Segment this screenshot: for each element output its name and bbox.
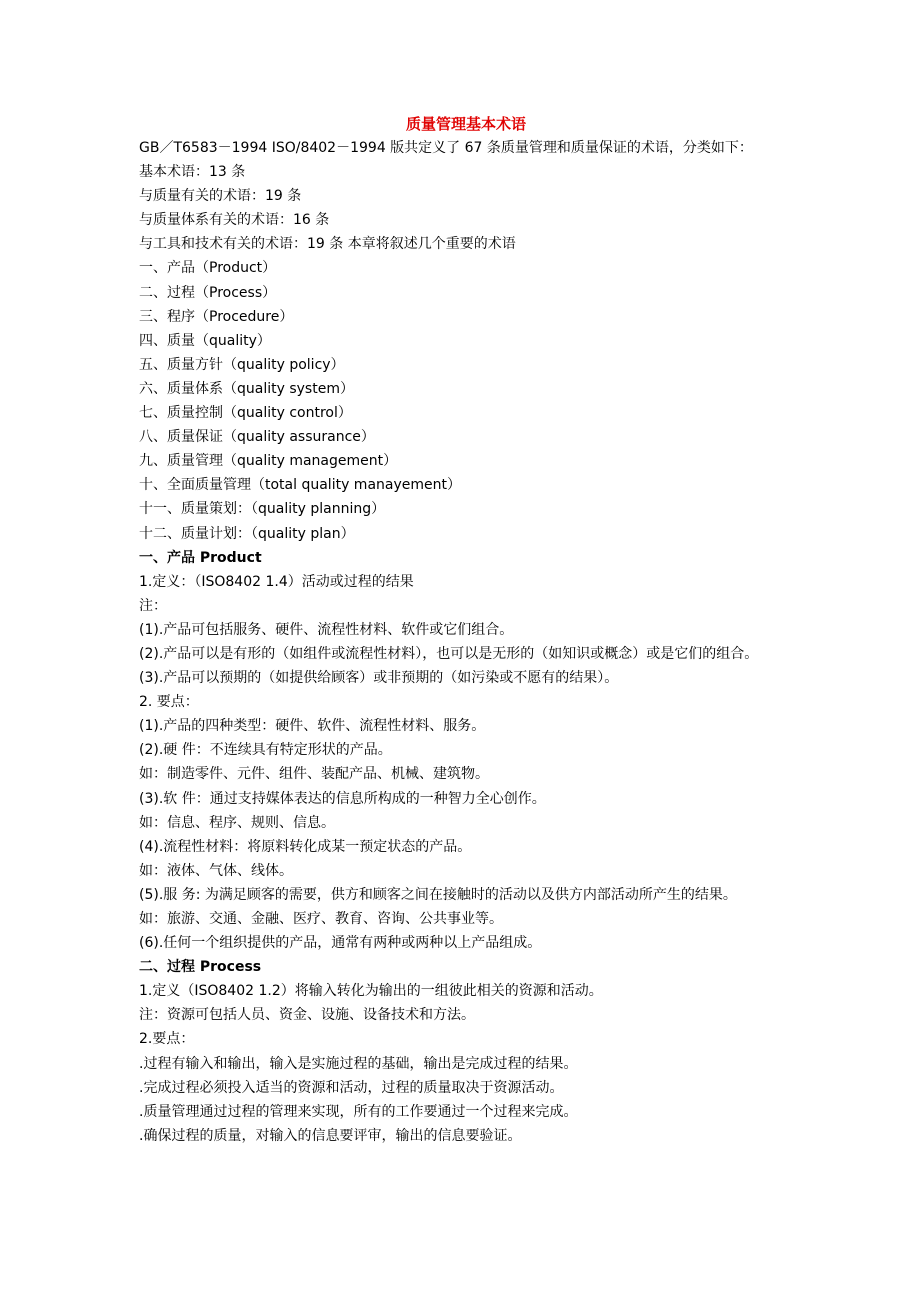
text-line: 注：资源可包括人员、资金、设施、设备技术和方法。 <box>139 1007 475 1024</box>
text-line: (6).任何一个组织提供的产品，通常有两种或两种以上产品组成。 <box>139 935 542 952</box>
text-line: 十、全面质量管理（total quality manayement） <box>139 477 461 494</box>
section-heading: 一、产品 Product <box>139 549 262 566</box>
text-line: (1).产品的四种类型：硬件、软件、流程性材料、服务。 <box>139 718 486 735</box>
text-line: .质量管理通过过程的管理来实现，所有的工作要通过一个过程来完成。 <box>139 1103 578 1120</box>
document-title: 质量管理基本术语 <box>405 115 526 133</box>
text-line: 七、质量控制（quality control） <box>139 405 352 422</box>
text-line: 一、产品（Product） <box>139 260 277 277</box>
text-line: .过程有输入和输出，输入是实施过程的基础，输出是完成过程的结果。 <box>139 1055 578 1072</box>
text-line: 与工具和技术有关的术语：19 条 本章将叙述几个重要的术语 <box>139 236 516 253</box>
text-line: 基本术语：13 条 <box>139 164 246 181</box>
text-line: 六、质量体系（quality system） <box>139 380 354 397</box>
text-line: 2.要点： <box>139 1031 195 1048</box>
text-line: GB／T6583－1994 ISO/8402－1994 版共定义了 67 条质量管理和质量保证的术语，分类如下： <box>139 140 753 156</box>
text-line: 九、质量管理（quality management） <box>139 453 398 470</box>
text-line: 四、质量（quality） <box>139 332 271 349</box>
text-line: 十二、质量计划：（quality plan） <box>139 525 355 542</box>
text-line: 与质量体系有关的术语：16 条 <box>139 212 330 229</box>
text-line: 十一、质量策划：（quality planning） <box>139 501 386 518</box>
text-line: (4).流程性材料：将原料转化成某一预定状态的产品。 <box>139 838 472 855</box>
text-line: 如：旅游、交通、金融、医疗、教育、咨询、公共事业等。 <box>139 911 503 927</box>
text-line: (3).产品可以预期的（如提供给顾客）或非预期的（如污染或不愿有的结果）。 <box>139 670 619 687</box>
text-line: 八、质量保证（quality assurance） <box>139 429 375 446</box>
text-line: 三、程序（Procedure） <box>139 308 294 325</box>
text-line: 与质量有关的术语：19 条 <box>139 188 302 205</box>
text-line: .完成过程必须投入适当的资源和活动，过程的质量取决于资源活动。 <box>139 1079 564 1096</box>
text-line: (5).服 务: 为满足顾客的需要，供方和顾客之间在接触时的活动以及供方内部活动所产生的结果。 <box>139 886 737 903</box>
text-line: 二、过程（Process） <box>139 284 277 301</box>
text-line: 2. 要点： <box>139 694 199 711</box>
text-line: .确保过程的质量，对输入的信息要评审，输出的信息要验证。 <box>139 1127 522 1144</box>
text-line: 如：制造零件、元件、组件、装配产品、机械、建筑物。 <box>139 766 489 783</box>
text-line: (2).产品可以是有形的（如组件或流程性材料），也可以是无形的（如知识或概念）或是它们的组合。 <box>139 645 759 662</box>
text-line: 1.定义（ISO8402 1.2）将输入转化为输出的一组彼此相关的资源和活动。 <box>139 983 603 1000</box>
text-line: (3).软 件：通过支持媒体表达的信息所构成的一种智力全心创作。 <box>139 790 546 807</box>
text-line: 五、质量方针（quality policy） <box>139 356 345 373</box>
section-heading: 二、过程 Process <box>139 959 262 976</box>
text-line: (2).硬 件：不连续具有特定形状的产品。 <box>139 742 392 759</box>
text-line: (1).产品可包括服务、硬件、流程性材料、软件或它们组合。 <box>139 621 514 638</box>
text-line: 1.定义：（ISO8402 1.4）活动或过程的结果 <box>139 573 414 590</box>
text-line: 如：信息、程序、规则、信息。 <box>139 814 335 831</box>
text-line: 如：液体、气体、线体。 <box>139 862 293 879</box>
document-body <box>139 136 789 1148</box>
text-line: 注： <box>139 597 167 614</box>
document-page <box>139 112 789 1148</box>
